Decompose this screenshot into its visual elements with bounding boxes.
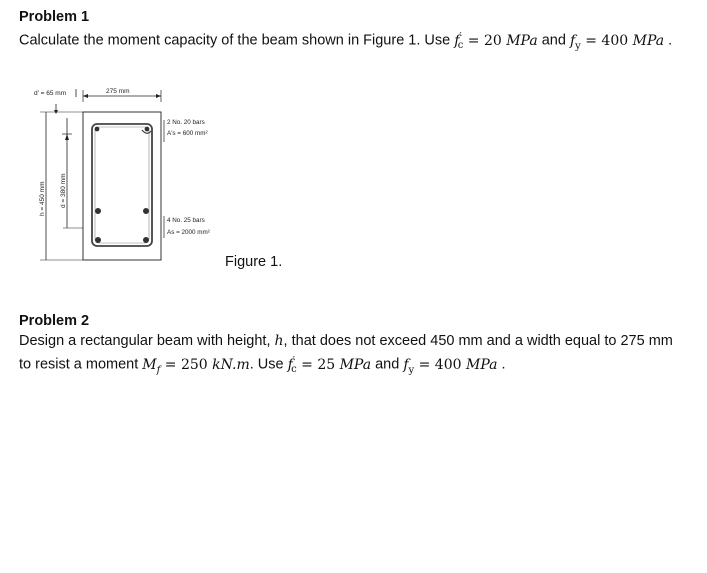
problem2-line1 [19,331,673,351]
fy-symbol-2: f [403,356,409,373]
fc-prime-2: ′ [292,355,296,366]
mid-bar-left [95,208,101,214]
width-label: 275 mm [106,88,130,95]
fc-unit: MPa [506,32,538,49]
fc-value-2: = 25 [296,356,340,373]
top-bars-label-2: A's = 600 mm² [167,130,208,137]
and-text: and [537,32,570,49]
problem1-heading: Problem 1 [19,9,90,25]
problem2-text-1: Design a rectangular beam with height, [19,333,275,349]
problem1-statement [19,27,672,56]
mid-bar-right [143,208,149,214]
d-arrow-top [65,134,69,140]
mf-symbol: M [142,356,157,373]
fy-symbol: f [569,32,576,49]
figure-caption: Figure 1. [225,254,283,270]
fc-expression-2 [287,355,372,376]
fc-symbol: f [454,32,460,49]
width-arrow-left [83,94,88,98]
problem1-text: Calculate the moment capacity of the beam shown in Figure 1. Use [19,32,455,49]
fc-sub-2: c [291,364,297,376]
fc-expression [454,31,538,52]
d-label: d = 380 mm [60,173,67,208]
bottom-bars-label-1: 4 No. 25 bars [167,217,205,224]
h-label: h = 450 mm [39,181,46,216]
dprime-label: d' = 65 mm [34,90,67,97]
fy-value-2: = 400 [414,356,466,373]
fc-sub: c [457,40,464,52]
top-bar-left [95,127,100,132]
fy-sub: y [575,40,581,52]
fc-value: = 20 [463,32,507,49]
fy-expression-2 [403,356,498,376]
mf-expression [142,356,250,376]
mf-value: = 250 [160,356,213,373]
fc-prime: ′ [459,31,462,42]
period-2: . [497,356,506,373]
bottom-bars-label-2: As = 2000 mm² [167,229,210,236]
bottom-bar-left [95,237,101,243]
top-bar-right [145,127,150,132]
fy-value: = 400 [580,32,633,49]
problem2-text-3: to resist a moment [19,356,143,373]
fy-sub-2: y [408,364,415,376]
and-text-2: and [371,356,404,373]
width-arrow-right [156,94,161,98]
fy-unit: MPa [632,32,665,49]
mf-sub: f [156,364,161,376]
fy-expression [569,32,665,52]
top-bars-label-1: 2 No. 20 bars [167,119,205,126]
beam-cross-section-diagram [26,68,236,268]
beam-figure [26,68,236,268]
mf-unit: kN.m [212,356,250,373]
fy-unit-2: MPa [465,356,498,373]
problem2-heading: Problem 2 [19,313,90,329]
problem2-text-2: , that does not exceed 450 mm and a width equal to 275 mm [283,333,673,349]
fc-symbol-2: f [287,356,293,373]
problem2-line2 [19,351,506,380]
bottom-bar-right [143,237,149,243]
fc-unit-2: MPa [339,356,372,373]
h-symbol: h [274,333,284,349]
problem2-text-4: . Use [249,356,288,373]
period: . [664,32,673,49]
